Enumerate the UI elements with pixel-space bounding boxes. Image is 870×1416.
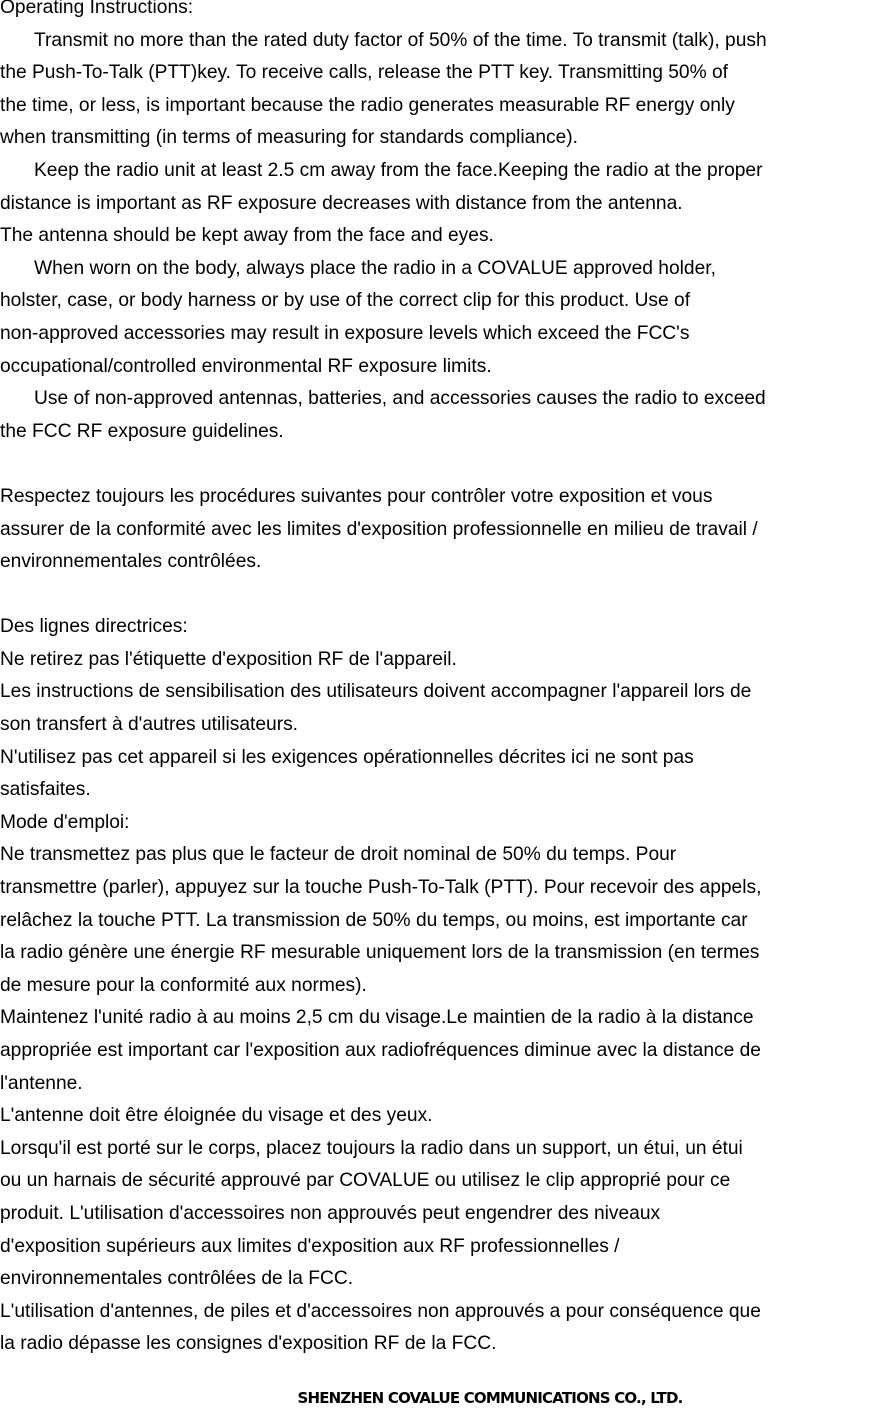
english-p4-line: Use of non-approved antennas, batteries, and accessories causes the radio to exceed xyxy=(34,388,766,410)
french-guidelines-heading: Des lignes directrices: xyxy=(0,616,188,638)
french-mode-line: relâchez la touche PTT. La transmission de 50% du temps, ou moins, est importante car xyxy=(0,909,748,931)
english-p3-line: non-approved accessories may result in exposure levels which exceed the FCC's xyxy=(0,322,690,344)
french-mode-line: produit. L'utilisation d'accessoires non approuvés peut engendrer des niveaux xyxy=(0,1202,661,1224)
english-p1-line: Transmit no more than the rated duty factor of 50% of the time. To transmit (talk), push xyxy=(34,29,767,51)
french-guideline-line: Ne retirez pas l'étiquette d'exposition RF de l'appareil. xyxy=(0,648,457,670)
french-mode-heading: Mode d'emploi: xyxy=(0,811,130,833)
french-guideline-line: Les instructions de sensibilisation des utilisateurs doivent accompagner l'appareil lors de xyxy=(0,681,752,703)
french-mode-line: appropriée est important car l'exposition aux radiofréquences diminue avec la distance de xyxy=(0,1040,761,1061)
french-mode-line: Ne transmettez pas plus que le facteur de droit nominal de 50% du temps. Pour xyxy=(0,844,677,866)
paragraph-gap xyxy=(0,579,870,612)
french-mode-line: la radio dépasse les consignes d'exposition RF de la FCC. xyxy=(0,1333,497,1355)
company-footer: SHENZHEN COVALUE COMMUNICATIONS CO., LTD. xyxy=(297,1389,683,1407)
french-mode-line: L'antenne doit être éloignée du visage et des yeux. xyxy=(0,1105,433,1127)
french-intro-line: assurer de la conformité avec les limites d'exposition professionnelle en milieu de travail / xyxy=(0,518,758,540)
french-mode-line: Lorsqu'il est porté sur le corps, placez toujours la radio dans un support, un étui, un étui xyxy=(0,1137,743,1159)
french-guideline-line: satisfaites. xyxy=(0,779,91,801)
french-mode-line: ou un harnais de sécurité approuvé par COVALUE ou utilisez le clip approprié pour ce xyxy=(0,1170,731,1192)
english-p2-line: The antenna should be kept away from the face and eyes. xyxy=(0,225,494,247)
english-p2-line: Keep the radio unit at least 2.5 cm away from the face.Keeping the radio at the proper xyxy=(34,159,763,181)
french-mode-line: L'utilisation d'antennes, de piles et d'accessoires non approuvés a pour conséquence que xyxy=(0,1300,761,1322)
french-mode-line: l'antenne. xyxy=(0,1072,83,1094)
english-p3-line: When worn on the body, always place the radio in a COVALUE approved holder, xyxy=(34,257,716,279)
french-guideline-line: son transfert à d'autres utilisateurs. xyxy=(0,714,299,736)
french-mode-line: la radio génère une énergie RF mesurable uniquement lors de la transmission (en termes xyxy=(0,942,760,964)
french-mode-line: environnementales contrôlées de la FCC. xyxy=(0,1268,354,1290)
french-mode-line: d'exposition supérieurs aux limites d'exposition aux RF professionnelles / xyxy=(0,1235,620,1257)
english-p3-line: holster, case, or body harness or by use of the correct clip for this product. Use of xyxy=(0,290,691,312)
french-intro-line: Respectez toujours les procédures suivantes pour contrôler votre exposition et vous xyxy=(0,485,713,507)
french-mode-line: Maintenez l'unité radio à au moins 2,5 cm du visage.Le maintien de la radio à la distance xyxy=(0,1007,754,1029)
paragraph-gap xyxy=(0,448,870,481)
french-intro-line: environnementales contrôlées. xyxy=(0,551,262,573)
english-heading: Operating Instructions: xyxy=(0,0,194,18)
french-mode-line: de mesure pour la conformité aux normes). xyxy=(0,974,367,996)
english-p1-line: the Push-To-Talk (PTT)key. To receive calls, release the PTT key. Transmitting 50% of xyxy=(0,62,728,84)
english-p1-line: the time, or less, is important because the radio generates measurable RF energy only xyxy=(0,94,735,116)
english-p1-line: when transmitting (in terms of measuring for standards compliance). xyxy=(0,127,578,149)
french-guideline-line: N'utilisez pas cet appareil si les exigences opérationnelles décrites ici ne sont pas xyxy=(0,746,694,768)
english-p3-line: occupational/controlled environmental RF exposure limits. xyxy=(0,355,492,377)
french-mode-line: transmettre (parler), appuyez sur la touche Push-To-Talk (PTT). Pour recevoir des appels, xyxy=(0,877,762,899)
english-p2-line: distance is important as RF exposure decreases with distance from the antenna. xyxy=(0,192,683,214)
english-p4-line: the FCC RF exposure guidelines. xyxy=(0,420,284,442)
